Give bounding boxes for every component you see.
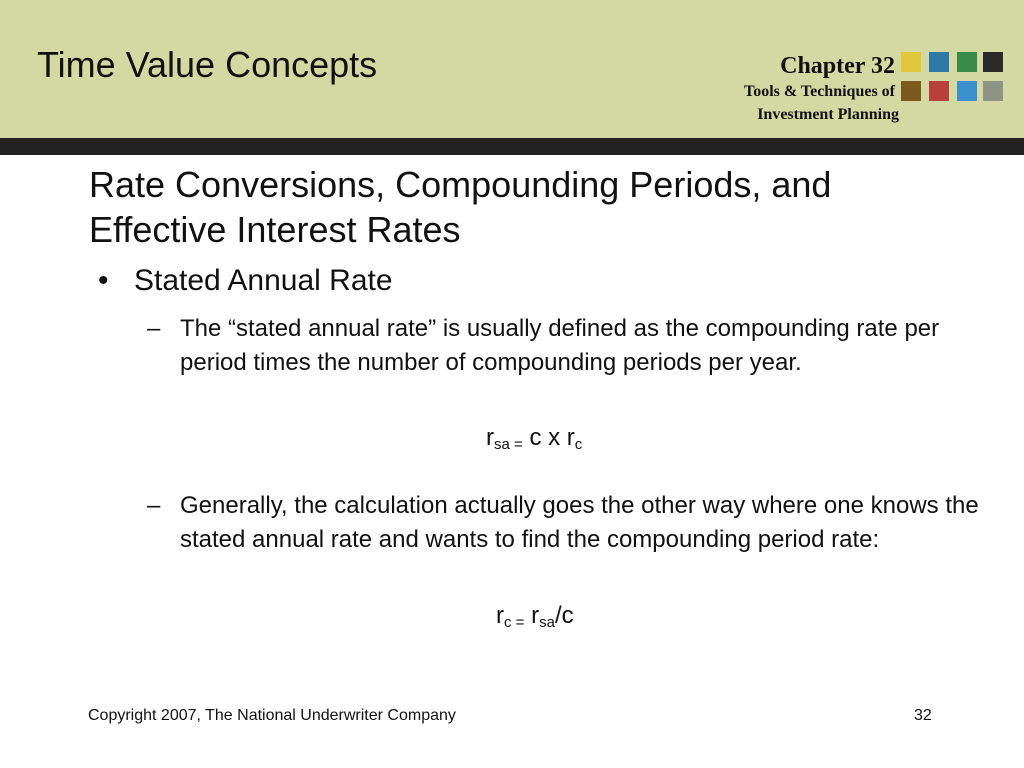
footer-copyright: Copyright 2007, The National Underwriter Company xyxy=(88,707,456,724)
formula-body: c x r xyxy=(529,424,575,451)
chapter-title: Chapter 32 xyxy=(780,53,895,79)
page-number: 32 xyxy=(914,707,932,724)
formula-var: r xyxy=(531,602,540,629)
formula-tail: /c xyxy=(554,602,574,629)
header-divider-bar xyxy=(0,138,1024,155)
sub-bullet-text: The “stated annual rate” is usually defined as the compounding rate per period times the number of compounding periods per year. xyxy=(180,315,940,376)
sub-bullet-text: Generally, the calculation actually goes the other way where one knows the stated annual rate and wants to find the compounding period rate: xyxy=(180,492,979,553)
logo-square-7 xyxy=(957,81,977,101)
formula-var: r xyxy=(486,424,494,451)
formula-subscript: sa = xyxy=(494,436,523,453)
logo-square-4 xyxy=(983,52,1003,72)
logo-square-2 xyxy=(929,52,949,72)
book-subtitle-line1: Tools & Techniques of xyxy=(743,83,895,100)
formula-var: r xyxy=(496,602,504,629)
logo-square-3 xyxy=(957,52,977,72)
sub-bullet-definition xyxy=(147,312,987,380)
logo-square-1 xyxy=(901,52,921,72)
book-subtitle-line2: Investment Planning xyxy=(757,106,899,123)
formula-compounding-rate xyxy=(496,602,574,631)
slide-title: Rate Conversions, Compounding Periods, and Effective Interest Rates xyxy=(89,164,832,250)
logo-square-8 xyxy=(983,81,1003,101)
formula-stated-annual-rate xyxy=(486,424,582,453)
bullet-text: Stated Annual Rate xyxy=(134,264,393,297)
sub-bullet-dash: – xyxy=(147,315,161,342)
formula-subscript: sa xyxy=(539,614,555,631)
bullet-dot: • xyxy=(98,264,109,297)
sub-bullet-dash: – xyxy=(147,492,161,519)
color-squares-logo xyxy=(901,52,1005,102)
slide-header xyxy=(0,0,1024,138)
chapter-block xyxy=(743,52,899,126)
logo-square-5 xyxy=(901,81,921,101)
sub-bullet-reverse-calc xyxy=(147,489,987,557)
formula-subscript: c = xyxy=(504,614,525,631)
deck-title: Time Value Concepts xyxy=(37,44,378,85)
formula-subscript: c xyxy=(574,436,583,453)
logo-square-6 xyxy=(929,81,949,101)
bullet-stated-annual-rate xyxy=(98,264,393,298)
